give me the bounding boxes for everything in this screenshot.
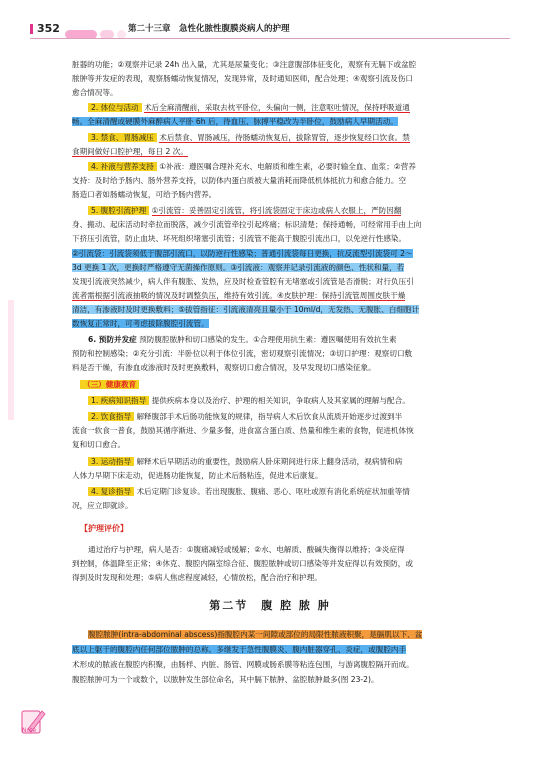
text-line	[72, 645, 492, 655]
edu-item	[88, 487, 492, 497]
highlighted-text: 底以上躯干的腹腔内任何部位脓肿的总称。多继发于急性腹膜炎、腹内脏器穿孔、炎症，或腹腔内手	[72, 645, 407, 654]
text-line: 发现引流液突然减少，病人伴有腹胀、发热，应及时检查管腔有无堵塞或引流管是否滑脱；对行负压引	[72, 277, 414, 286]
text-line: 预防和控制感染；②充分引流：半卧位以利于体位引流，密切观察引流情况；③切口护理：观察切口敷	[72, 349, 413, 358]
text-line: 脏器的功能；②观察并记录 24h 出入量，尤其是尿量变化；③注意腹部体征变化，观察有无膈下或盆腔	[72, 60, 417, 69]
side-decoration	[8, 300, 14, 420]
text-line	[88, 630, 492, 640]
item-text: 预防腹腔脓肿和切口感染的发生。①合理使用抗生素：遵医嘱使用有效抗生素	[139, 335, 397, 344]
highlighted-text: 腹腔脓肿(intra-abdominal abscess)指腹腔内某一间隙或部位的局限性脓液积聚，是膈肌以下、盆	[88, 630, 423, 639]
item-label: 4. 补液与营养支持	[88, 162, 157, 171]
item-text: 术后禁食、胃肠减压，待肠蠕动恢复后，拔除胃管，逐步恢复经口饮食。禁	[159, 133, 410, 142]
item-text: 解释术后早期活动的重要性，鼓励病人卧床期间进行床上翻身活动，视病情和病	[136, 457, 403, 466]
text-line: 通过治疗与护理，病人是否：①腹痛减轻或缓解；②水、电解质、酸碱失衡得以维持；③炎症得	[88, 545, 405, 554]
header-rule	[30, 38, 510, 39]
text-line: 复和切口愈合。	[72, 440, 126, 449]
text-line: 身、搬动、起床活动时牵拉而脱落，减少引流管牵拉引起疼痛；标识清楚；保持通畅，可经常用手由上向	[72, 220, 422, 229]
text-line: 脓肿等并发症的表现，观察肠蠕动恢复情况，发现异常，及时通知医师，配合处理；④观察引流及伤口	[72, 74, 413, 83]
text-line	[72, 147, 492, 157]
text-line: 得到及时发现和处理；⑤病人焦虑程度减轻，心情放松，配合治疗和护理。	[72, 573, 322, 582]
item-fasting	[88, 133, 492, 143]
highlighted-text: 3d 更换 1 次，更换时严格遵守无菌操作原则。③引流液：观察并记录引流液的颜色、性状和量，若	[72, 263, 405, 272]
chapter-title: 第二十三章 急性化脓性腹膜炎病人的护理	[128, 24, 290, 34]
edu-item	[88, 412, 492, 422]
item-label: 4. 复诊指导	[88, 487, 134, 496]
text-line	[72, 117, 492, 127]
text-line: 到控制，体温降至正常；④休克、腹腔内隔室综合征、腹腔脓肿或切口感染等并发症得以有效预防，或	[72, 559, 413, 568]
note-pencil-icon	[20, 705, 48, 737]
item-label: 3. 运动指导	[88, 457, 134, 466]
evaluation-heading: 【护理评价】	[80, 524, 128, 533]
underlined-text: 食期间做好口腔护理，每日 2 次。	[72, 147, 188, 156]
highlighted-text: 数恢复正常时，可考虑拔除腹腔引流管。	[72, 319, 209, 328]
item-text: 提供疾病本身以及治疗、护理的相关知识，争取病人及其家属的理解与配合。	[151, 396, 410, 405]
text-line: 愈合情况等。	[72, 88, 118, 97]
item-label: 3. 禁食、胃肠减压	[88, 133, 157, 142]
text-line: 况，应立即就诊。	[72, 501, 133, 510]
text-line: 术形成的脓液在腹腔内积聚，由肠样、内脏、肠管、网膜或肠系膜等粘连包围，与游离腹腔隔开而成。	[72, 660, 414, 669]
underlined-text: 流者需根据引流液抽吸的情况及时调整负压，维持有效引流。④皮肤护理：保持引流管周围皮肤干燥	[72, 291, 406, 300]
section-heading	[80, 380, 500, 390]
highlighted-text: 清洁，有渗液时及时更换敷料；⑤拔管指征：引流液清亮且量小于 10ml/d，无发热、无腹胀、白细胞计	[72, 305, 420, 314]
page-number: 352	[37, 22, 60, 35]
item-text: 解释腹部手术后肠功能恢复的规律，指导病人术后饮食从流质开始逐步过渡到半	[136, 412, 403, 421]
header-decoration	[65, 24, 129, 43]
text-line: 人体力早期下床走动，促进肠功能恢复，防止术后肠粘连，促进术后康复。	[72, 471, 323, 480]
text-line	[72, 249, 492, 259]
text-line	[72, 305, 492, 315]
item-label: 5. 腹腔引流护理	[88, 206, 149, 215]
text-line: 流食一软食一普食，鼓励其循序渐进、少量多餐，进食富含蛋白质、热量和维生素的食物，促进机体恢	[72, 426, 414, 435]
item-text: 术后全麻清醒前，采取去枕平卧位，头偏向一侧，注意呕吐情况，保持呼吸道通	[144, 103, 410, 112]
item-text: 术后定期门诊复诊。若出现腹胀、腹痛、恶心、呕吐或原有消化系统症状加重等情	[136, 487, 410, 496]
item-nutrition	[88, 162, 492, 172]
text-line	[72, 263, 492, 273]
edu-item	[88, 457, 492, 467]
page-header	[0, 0, 540, 40]
section-title: 第二节 腹 腔 脓 肿	[209, 599, 331, 612]
text-line: 支持：及时给予肠内、肠外营养支持，以防体内蛋白质被大量消耗而降低机体抵抗力和愈合能力。空	[72, 176, 407, 185]
section-label: （三）健康教育	[80, 380, 139, 389]
note-label: Note	[22, 727, 37, 734]
text-line	[72, 291, 492, 301]
text-line: 料是否干燥，有渗血或渗液时及时更换敷料，观察切口愈合情况，及早发现切口感染征象。	[72, 363, 376, 372]
text-line: 下挤压引流管，防止血块、坏死组织堵塞引流管；引流管不能高于腹腔引流出口，以免逆行性感染。	[72, 234, 407, 243]
item-label: 2. 饮食指导	[88, 412, 134, 421]
item-text: ①补液：遵医嘱合理补充水、电解质和维生素，必要时输全血、血浆；②营养	[159, 162, 416, 171]
item-position-activity	[88, 103, 492, 113]
item-label: 6. 预防并发症	[88, 335, 137, 344]
item-label: 1. 疾病知识指导	[88, 396, 149, 405]
item-text: ①引流管：妥善固定引流管，将引流袋固定于床边或病人衣服上，严防因翻	[151, 206, 402, 215]
edu-item	[88, 396, 492, 406]
item-label: 2. 体位与活动	[88, 103, 142, 112]
highlighted-text: 畅。全麻清醒或硬膜外麻醉病人平卧 6h 后，待血压、脉搏平稳改为半卧位，鼓励病人早期活动。	[72, 117, 398, 126]
header-accent-bar	[30, 24, 33, 34]
text-line	[72, 319, 492, 329]
item-drainage	[88, 206, 492, 216]
text-line: 腹腔脓肿可为一个或数个，以脓肿发生部位命名，其中膈下脓肿、盆腔脓肿最多(图 23-2)。	[72, 675, 379, 684]
text-line: 肠造口者如肠蠕动恢复，可给予肠内营养。	[72, 190, 217, 199]
highlighted-text: ②引流袋：引流袋须低于腹部引流口，以防逆行性感染；普通引流袋每日更换，抗反流型引流袋可 2～	[72, 249, 413, 258]
item-complications	[88, 335, 492, 345]
